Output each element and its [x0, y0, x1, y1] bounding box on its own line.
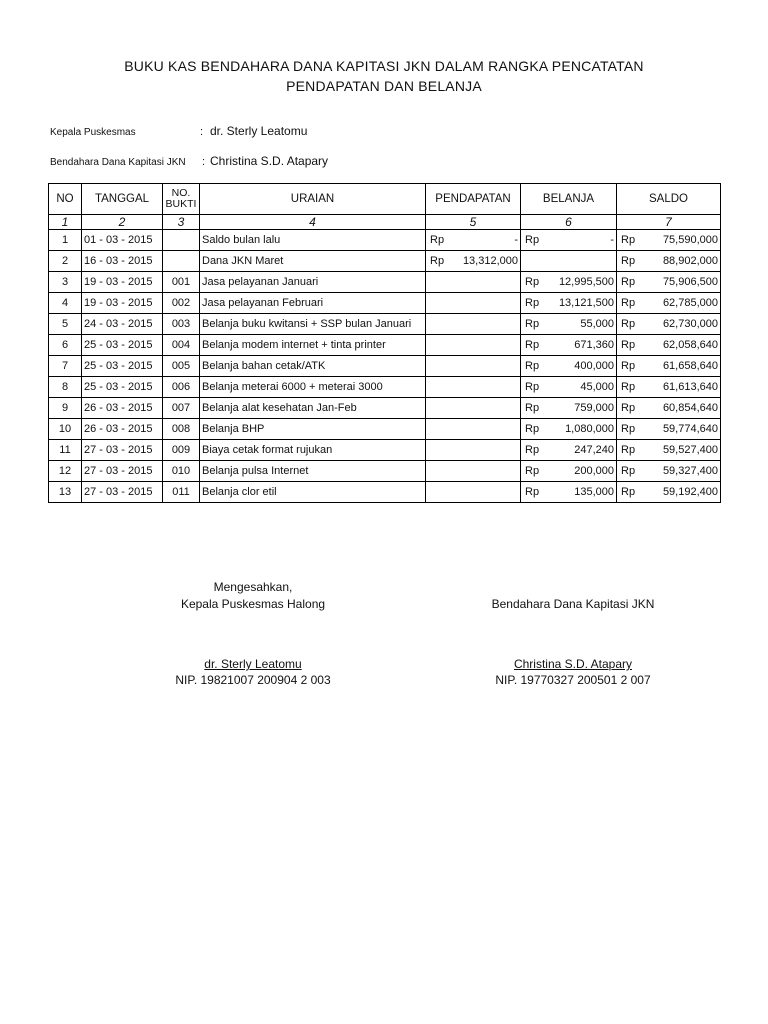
column-index: 2	[82, 215, 163, 230]
row-tanggal: 19 - 03 - 2015	[82, 272, 163, 293]
row-pendapatan	[426, 356, 521, 377]
row-saldo	[617, 293, 721, 314]
title-line-1: BUKU KAS BENDAHARA DANA KAPITASI JKN DALAM RANGKA PENCATATAN	[124, 58, 644, 74]
row-belanja-amount: 55,000	[580, 318, 614, 330]
row-belanja-amount: 12,995,500	[558, 276, 614, 288]
signature-left-name: dr. Sterly Leatomu	[204, 657, 302, 671]
row-no-bukti	[163, 251, 200, 272]
row-saldo-amount: 75,906,500	[662, 276, 718, 288]
signature-right-nip: NIP. 19770327 200501 2 007	[495, 673, 651, 687]
header-belanja: BELANJA	[521, 184, 617, 215]
table-row	[49, 377, 721, 398]
row-saldo	[617, 272, 721, 293]
row-saldo	[617, 377, 721, 398]
table-row	[49, 272, 721, 293]
signature-left-line2: Kepala Puskesmas Halong	[180, 597, 326, 611]
table-row	[49, 419, 721, 440]
row-saldo-currency: Rp	[621, 318, 636, 330]
row-belanja-currency: Rp	[525, 276, 540, 288]
row-no: 4	[49, 293, 82, 314]
row-pendapatan-amount: -	[514, 234, 518, 246]
table-row	[49, 482, 721, 503]
row-no: 8	[49, 377, 82, 398]
signature-right-block	[453, 596, 693, 613]
row-saldo-amount: 75,590,000	[662, 234, 718, 246]
row-saldo	[617, 230, 721, 251]
header-saldo: SALDO	[617, 184, 721, 215]
column-index: 1	[49, 215, 82, 230]
row-saldo-amount: 62,058,640	[662, 339, 718, 351]
row-pendapatan	[426, 419, 521, 440]
row-belanja	[521, 419, 617, 440]
row-tanggal: 19 - 03 - 2015	[82, 293, 163, 314]
row-belanja-amount: 200,000	[574, 465, 614, 477]
row-no: 7	[49, 356, 82, 377]
row-uraian: Saldo bulan lalu	[200, 230, 426, 251]
signature-left-block	[133, 579, 373, 613]
row-saldo-amount: 59,774,640	[662, 423, 718, 435]
header-uraian: URAIAN	[200, 184, 426, 215]
table-row	[49, 230, 721, 251]
row-saldo	[617, 419, 721, 440]
row-belanja-amount: 759,000	[574, 402, 614, 414]
bendahara-value: Christina S.D. Atapary	[210, 154, 329, 168]
table-row	[49, 440, 721, 461]
row-uraian: Belanja alat kesehatan Jan-Feb	[200, 398, 426, 419]
row-saldo-currency: Rp	[621, 402, 636, 414]
table-row	[49, 356, 721, 377]
row-pendapatan	[426, 398, 521, 419]
row-pendapatan	[426, 230, 521, 251]
row-uraian: Belanja bahan cetak/ATK	[200, 356, 426, 377]
row-saldo-amount: 59,527,400	[662, 444, 718, 456]
kepala-puskesmas-label: Kepala Puskesmas	[50, 127, 136, 138]
header-no-bukti	[163, 184, 200, 215]
row-no: 12	[49, 461, 82, 482]
row-saldo-currency: Rp	[621, 255, 636, 267]
row-saldo-currency: Rp	[621, 423, 636, 435]
document-title	[0, 56, 768, 96]
row-no-bukti: 006	[163, 377, 200, 398]
row-saldo-amount: 59,327,400	[662, 465, 718, 477]
row-saldo-currency: Rp	[621, 444, 636, 456]
table-row	[49, 251, 721, 272]
row-no-bukti: 008	[163, 419, 200, 440]
header-pendapatan: PENDAPATAN	[426, 184, 521, 215]
row-pendapatan	[426, 440, 521, 461]
row-tanggal: 27 - 03 - 2015	[82, 461, 163, 482]
row-no: 13	[49, 482, 82, 503]
row-saldo-amount: 61,613,640	[662, 381, 718, 393]
row-saldo-currency: Rp	[621, 360, 636, 372]
row-saldo	[617, 335, 721, 356]
table-row	[49, 398, 721, 419]
row-saldo	[617, 440, 721, 461]
row-saldo-currency: Rp	[621, 234, 636, 246]
signature-left-line1: Mengesahkan,	[213, 580, 293, 594]
column-index: 5	[426, 215, 521, 230]
row-pendapatan	[426, 251, 521, 272]
row-pendapatan	[426, 482, 521, 503]
row-belanja-amount: 671,360	[574, 339, 614, 351]
row-saldo-amount: 60,854,640	[662, 402, 718, 414]
row-no-bukti: 003	[163, 314, 200, 335]
row-belanja-currency: Rp	[525, 234, 540, 246]
row-uraian: Belanja modem internet + tinta printer	[200, 335, 426, 356]
row-uraian: Jasa pelayanan Januari	[200, 272, 426, 293]
row-belanja-currency: Rp	[525, 360, 540, 372]
row-belanja-amount: 13,121,500	[558, 297, 614, 309]
row-no-bukti: 004	[163, 335, 200, 356]
row-no-bukti	[163, 230, 200, 251]
row-saldo-currency: Rp	[621, 465, 636, 477]
row-belanja	[521, 398, 617, 419]
row-no: 3	[49, 272, 82, 293]
row-no-bukti: 002	[163, 293, 200, 314]
row-belanja-currency: Rp	[525, 339, 540, 351]
row-no: 5	[49, 314, 82, 335]
row-pendapatan	[426, 377, 521, 398]
row-no-bukti: 009	[163, 440, 200, 461]
row-no-bukti: 011	[163, 482, 200, 503]
row-uraian: Belanja pulsa Internet	[200, 461, 426, 482]
row-belanja-currency: Rp	[525, 318, 540, 330]
row-belanja-amount: 247,240	[574, 444, 614, 456]
column-index: 7	[617, 215, 721, 230]
row-saldo-currency: Rp	[621, 276, 636, 288]
row-belanja	[521, 461, 617, 482]
row-no: 2	[49, 251, 82, 272]
row-pendapatan-currency: Rp	[430, 255, 445, 267]
row-belanja-amount: 135,000	[574, 486, 614, 498]
row-tanggal: 27 - 03 - 2015	[82, 440, 163, 461]
row-tanggal: 26 - 03 - 2015	[82, 419, 163, 440]
ledger-table	[48, 183, 721, 503]
row-tanggal: 01 - 03 - 2015	[82, 230, 163, 251]
row-saldo	[617, 314, 721, 335]
row-belanja	[521, 272, 617, 293]
column-index: 4	[200, 215, 426, 230]
row-tanggal: 26 - 03 - 2015	[82, 398, 163, 419]
row-saldo-amount: 59,192,400	[662, 486, 718, 498]
kepala-puskesmas-row	[50, 124, 307, 138]
row-uraian: Belanja clor etil	[200, 482, 426, 503]
row-saldo-currency: Rp	[621, 297, 636, 309]
row-tanggal: 24 - 03 - 2015	[82, 314, 163, 335]
row-belanja-amount: 45,000	[580, 381, 614, 393]
row-no: 11	[49, 440, 82, 461]
row-pendapatan	[426, 335, 521, 356]
kepala-separator: :	[200, 126, 204, 138]
row-pendapatan	[426, 272, 521, 293]
row-uraian: Biaya cetak format rujukan	[200, 440, 426, 461]
row-tanggal: 16 - 03 - 2015	[82, 251, 163, 272]
row-uraian: Belanja BHP	[200, 419, 426, 440]
row-no: 10	[49, 419, 82, 440]
row-belanja	[521, 482, 617, 503]
row-pendapatan	[426, 293, 521, 314]
row-pendapatan-currency: Rp	[430, 234, 445, 246]
row-saldo-amount: 88,902,000	[662, 255, 718, 267]
row-no-bukti: 001	[163, 272, 200, 293]
row-belanja-currency: Rp	[525, 297, 540, 309]
table-row	[49, 314, 721, 335]
row-belanja	[521, 440, 617, 461]
ledger-body	[49, 230, 721, 503]
row-no: 9	[49, 398, 82, 419]
kepala-puskesmas-value: dr. Sterly Leatomu	[210, 124, 308, 138]
bendahara-label: Bendahara Dana Kapitasi JKN	[50, 157, 186, 168]
header-row	[49, 184, 721, 215]
signature-left-nip: NIP. 19821007 200904 2 003	[175, 673, 331, 687]
row-belanja	[521, 377, 617, 398]
row-belanja-amount: 1,080,000	[565, 423, 614, 435]
row-no: 6	[49, 335, 82, 356]
row-belanja-amount: 400,000	[574, 360, 614, 372]
bendahara-row	[50, 154, 328, 168]
table-row	[49, 461, 721, 482]
row-uraian: Belanja meterai 6000 + meterai 3000	[200, 377, 426, 398]
row-pendapatan-amount: 13,312,000	[462, 255, 518, 267]
row-saldo-currency: Rp	[621, 339, 636, 351]
signature-right-line1: Bendahara Dana Kapitasi JKN	[491, 597, 655, 611]
column-index-row	[49, 215, 721, 230]
row-saldo-amount: 61,658,640	[662, 360, 718, 372]
row-belanja-currency: Rp	[525, 381, 540, 393]
column-index: 3	[163, 215, 200, 230]
row-belanja	[521, 293, 617, 314]
row-saldo	[617, 482, 721, 503]
header-no: NO	[49, 184, 82, 215]
row-belanja-currency: Rp	[525, 486, 540, 498]
signature-right-name: Christina S.D. Atapary	[513, 657, 633, 671]
row-uraian: Belanja buku kwitansi + SSP bulan Januari	[200, 314, 426, 335]
row-belanja	[521, 335, 617, 356]
row-uraian: Dana JKN Maret	[200, 251, 426, 272]
row-belanja	[521, 314, 617, 335]
row-no: 1	[49, 230, 82, 251]
row-tanggal: 25 - 03 - 2015	[82, 335, 163, 356]
table-row	[49, 293, 721, 314]
row-belanja	[521, 356, 617, 377]
row-belanja	[521, 230, 617, 251]
bendahara-separator: :	[202, 156, 206, 168]
row-pendapatan	[426, 314, 521, 335]
header-no-bukti-line1: NO.	[171, 187, 191, 199]
row-saldo-amount: 62,785,000	[662, 297, 718, 309]
row-belanja-currency: Rp	[525, 444, 540, 456]
row-pendapatan	[426, 461, 521, 482]
row-belanja-currency: Rp	[525, 465, 540, 477]
row-saldo	[617, 356, 721, 377]
row-uraian: Jasa pelayanan Februari	[200, 293, 426, 314]
row-saldo	[617, 461, 721, 482]
row-belanja	[521, 251, 617, 272]
row-tanggal: 27 - 03 - 2015	[82, 482, 163, 503]
header-no-bukti-line2: BUKTI	[165, 198, 197, 210]
row-tanggal: 25 - 03 - 2015	[82, 356, 163, 377]
row-saldo-amount: 62,730,000	[662, 318, 718, 330]
row-saldo-currency: Rp	[621, 381, 636, 393]
row-no-bukti: 010	[163, 461, 200, 482]
table-row	[49, 335, 721, 356]
title-line-2: PENDAPATAN DAN BELANJA	[286, 78, 482, 94]
row-no-bukti: 005	[163, 356, 200, 377]
row-tanggal: 25 - 03 - 2015	[82, 377, 163, 398]
column-index: 6	[521, 215, 617, 230]
row-saldo	[617, 251, 721, 272]
row-belanja-currency: Rp	[525, 402, 540, 414]
row-saldo	[617, 398, 721, 419]
row-no-bukti: 007	[163, 398, 200, 419]
row-belanja-currency: Rp	[525, 423, 540, 435]
row-belanja-amount: -	[610, 234, 614, 246]
row-saldo-currency: Rp	[621, 486, 636, 498]
header-tanggal: TANGGAL	[82, 184, 163, 215]
